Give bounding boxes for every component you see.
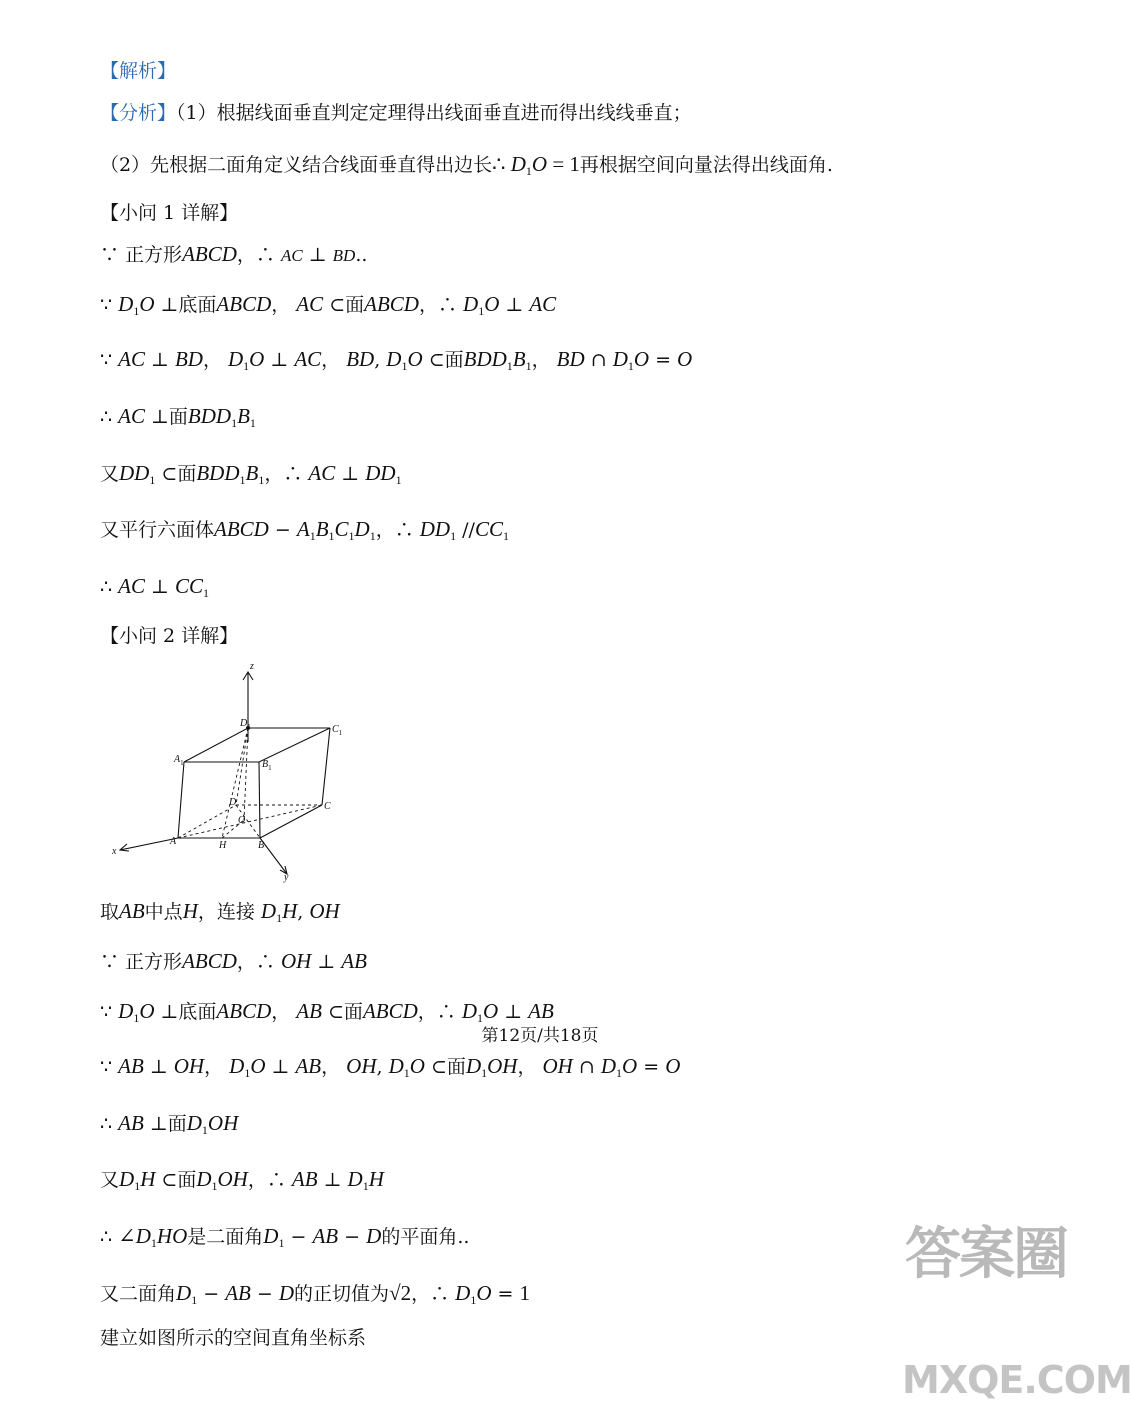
- analysis-part2-text: （2）先根据二面角定义结合线面垂直得出边长: [100, 154, 493, 176]
- analysis-part1: （1）根据线面垂直判定定理得出线面垂直进而得出线线垂直；: [176, 102, 692, 124]
- q2-step-5: ∴ AB ⊥面$D_1OH$: [100, 1111, 239, 1137]
- q2-step-7: ∴ $\angle D_1HO$是二面角$D_1$ − AB − D的平面角..: [100, 1224, 470, 1250]
- q2-step-3: ∵ $D_1O$ ⊥底面ABCD， AB ⊂面ABCD，∴ $D_1O$ ⊥ AB: [100, 999, 554, 1025]
- label-C: C: [324, 801, 331, 812]
- svg-text:y: y: [284, 872, 289, 883]
- analysis-part2: （2）先根据二面角定义结合线面垂直得出边长∴ $D_1O = 1$再根据空间向量法得出线面角.: [100, 152, 833, 178]
- q2-step-8: 又二面角$D_1$ − AB − D的正切值为√2，∴ $D_1O = 1$: [100, 1281, 531, 1307]
- parallelepiped-figure: [112, 660, 352, 885]
- svg-text:z: z: [250, 661, 254, 672]
- q1-step-1: ∵ 正方形ABCD，∴ AC ⊥ BD..: [100, 242, 368, 266]
- label-D: D: [229, 797, 237, 808]
- q1-step-6: 又平行六面体ABCD − $A_1B_1C_1D_1$，∴ $DD_1$ $//CC_1$: [100, 517, 509, 543]
- label-C1: $C_1$: [332, 724, 343, 737]
- formula-d1o-eq-1: $D_1O = 1$: [510, 152, 580, 178]
- analysis-header: 【解析】: [100, 60, 177, 82]
- q1-step-5: 又$DD_1$ ⊂面$BDD_1B_1$，∴ AC ⊥ $DD_1$: [100, 461, 402, 487]
- q1-step-7: ∴ AC ⊥ $CC_1$: [100, 574, 209, 600]
- q2-title: 【小问 2 详解】: [100, 625, 239, 647]
- q1-step-3: ∵ AC ⊥ BD， $D_1O$ ⊥ AC， BD, $D_1O$ ⊂面$BDD_1B_1$， BD ∩ $D_1O = O$: [100, 347, 693, 373]
- label-D1: $D_1$: [240, 718, 251, 731]
- svg-text:x: x: [112, 846, 117, 857]
- q2-step-2: ∵ 正方形ABCD，∴ OH ⊥ AB: [100, 949, 367, 973]
- page-footer: 第12页/共18页: [481, 1026, 599, 1046]
- analysis-part2-text-b: 再根据空间向量法得出线面角.: [579, 154, 833, 176]
- label-A1: $A_1$: [174, 754, 184, 767]
- watermark-url: MXQE.COM: [902, 1358, 1132, 1402]
- watermark-logo: 答案圈: [905, 1222, 1067, 1287]
- analysis-label: 【分析】: [100, 102, 177, 124]
- label-H: H: [219, 840, 227, 851]
- label-B: B: [258, 840, 265, 851]
- label-O: O: [238, 815, 246, 826]
- q2-step-4: ∵ AB ⊥ OH， $D_1O$ ⊥ AB， OH, $D_1O$ ⊂面$D_1OH$， OH ∩ $D_1O = O$: [100, 1054, 681, 1080]
- label-A: A: [170, 836, 177, 847]
- q2-step-9: 建立如图所示的空间直角坐标系: [100, 1327, 367, 1349]
- q2-step-1: 取AB中点H，连接 $D_1H$, OH: [100, 899, 340, 925]
- label-B1: $B_1$: [262, 759, 272, 772]
- q2-step-6: 又$D_1H$ ⊂面$D_1OH$，∴ AB ⊥ $D_1H$: [100, 1167, 384, 1193]
- q1-step-2: ∵ $D_1O$ ⊥底面ABCD， AC ⊂面ABCD，∴ $D_1O$ ⊥ AC: [100, 292, 557, 318]
- q1-title: 【小问 1 详解】: [100, 202, 239, 224]
- q1-step-4: ∴ AC ⊥面$BDD_1B_1$: [100, 404, 256, 430]
- analysis-summary: [100, 99, 692, 127]
